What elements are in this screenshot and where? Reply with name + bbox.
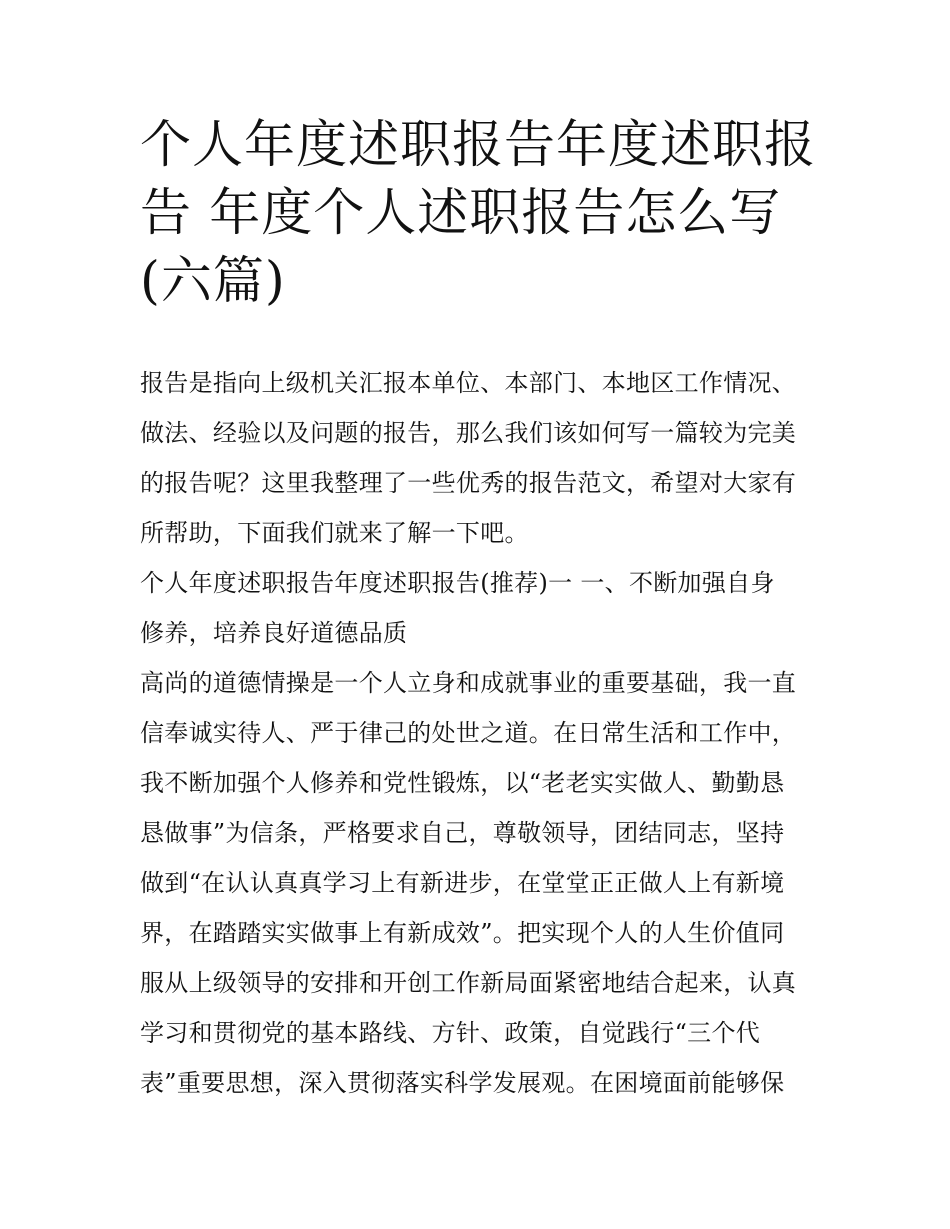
text-line: 学习和贯彻党的基本路线、方针、政策，自觉践行“三个代 <box>140 1019 761 1047</box>
document-body <box>140 358 820 1108</box>
text-line: 我不断加强个人修养和党性锻炼，以“老老实实做人、勤勤恳 <box>140 769 785 797</box>
title-line: (六篇) <box>140 252 286 311</box>
document-title <box>140 112 820 316</box>
text-line: 恳做事”为信条，严格要求自己，尊敬领导，团结同志，坚持 <box>140 819 785 847</box>
text-line: 报告是指向上级机关汇报本单位、本部门、本地区工作情况、 <box>140 369 797 397</box>
intro-paragraph <box>140 358 820 558</box>
text-line: 的报告呢？这里我整理了一些优秀的报告范文，希望对大家有 <box>140 469 797 497</box>
text-line: 高尚的道德情操是一个人立身和成就事业的重要基础，我一直 <box>140 669 797 697</box>
title-line: 个人年度述职报告年度述职报 <box>140 116 817 175</box>
section-heading <box>140 558 820 658</box>
text-line: 服从上级领导的安排和开创工作新局面紧密地结合起来，认真 <box>140 969 797 997</box>
text-line: 做法、经验以及问题的报告，那么我们该如何写一篇较为完美 <box>140 419 797 447</box>
title-line: 告 年度个人述职报告怎么写 <box>140 184 782 243</box>
text-line: 个人年度述职报告年度述职报告(推荐)一 一、不断加强自身 <box>140 569 775 597</box>
text-line: 界，在踏踏实实做事上有新成效”。把实现个人的人生价值同 <box>140 919 785 947</box>
text-line: 所帮助，下面我们就来了解一下吧。 <box>140 519 529 547</box>
text-line: 做到“在认认真真学习上有新进步，在堂堂正正做人上有新境 <box>140 869 785 897</box>
text-line: 信奉诚实待人、严于律己的处世之道。在日常生活和工作中， <box>140 719 797 747</box>
body-paragraph <box>140 658 820 1108</box>
text-line: 表”重要思想，深入贯彻落实科学发展观。在困境面前能够保 <box>140 1069 785 1097</box>
text-line: 修养，培养良好道德品质 <box>140 619 408 647</box>
